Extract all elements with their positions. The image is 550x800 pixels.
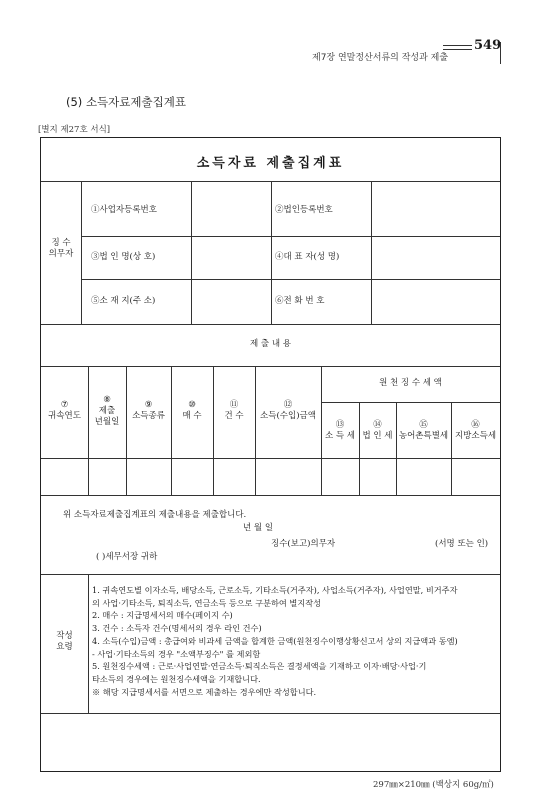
submission-section-label: 제 출 내 용 xyxy=(250,339,291,349)
col-income-tax: ⑬ 소 득 세 xyxy=(324,420,356,442)
rule-withholder-label xyxy=(81,181,82,324)
phone-field[interactable] xyxy=(372,280,499,323)
col-withholding-tax-group: 원 천 징 수 세 액 xyxy=(379,378,442,388)
declaration-date: 년 월 일 xyxy=(243,523,274,533)
corp-name-label: ③법 인 명(상 호) xyxy=(91,252,156,262)
representative-field[interactable] xyxy=(372,237,499,278)
address-field[interactable] xyxy=(192,280,270,323)
representative-label: ④대 표 자(성 명) xyxy=(275,252,340,262)
business-reg-no-field[interactable] xyxy=(192,182,270,235)
form-title: 소득자료 제출집계표 xyxy=(196,156,345,171)
col-local-income-tax: ⑯ 지방소득세 xyxy=(454,420,497,442)
instruction-line: 3. 건수 : 소득자 건수(명세서의 경우 라인 건수) xyxy=(92,623,262,634)
instruction-line: - 사업·기타소득의 경우 "소액부징수" 를 제외함 xyxy=(92,648,261,659)
rule-submission-label xyxy=(41,366,500,367)
instruction-line: 2. 매수 : 지급명세서의 매수(페이지 수) xyxy=(92,610,233,621)
corp-reg-no-field[interactable] xyxy=(372,182,499,235)
col-corporate-tax: ⑭ 법 인 세 xyxy=(362,420,393,442)
page-number: 549 xyxy=(474,38,502,53)
instruction-line: 4. 소득(수입)금액 : 총급여와 비과세 금액을 합계한 금액(원천징수이행상황신고서 상의 지급액과 동엠) xyxy=(92,635,458,646)
rule-table-col xyxy=(396,402,397,495)
instruction-line: 1. 귀속연도별 이자소득, 배당소득, 근로소득, 기타소득(거주자), 사업소득(거주자), 사업연말, 비거주자 xyxy=(92,585,458,595)
corp-name-field[interactable] xyxy=(192,237,270,278)
col-attribution-year: ⑦ 귀속연도 xyxy=(48,400,81,422)
instruction-line: ※ 해당 지급명세서를 서면으로 제출하는 경우에만 작성합니다. xyxy=(92,686,317,697)
rule-table-col xyxy=(359,402,360,495)
col-income-amount: ⑫ 소득(수입)금액 xyxy=(260,400,316,422)
rule-data-row xyxy=(41,495,500,496)
rule-table-col xyxy=(213,366,214,495)
rule-instructions xyxy=(41,713,500,714)
signature-label: (서명 또는 인) xyxy=(435,539,489,549)
corp-reg-no-label: ②법인등록번호 xyxy=(275,205,333,215)
col-case-count: ⑪ 건 수 xyxy=(224,400,244,422)
submission-summary-form xyxy=(40,137,501,772)
rule-declaration xyxy=(41,574,500,575)
withholder-label: 징 수 의무자 xyxy=(48,238,74,260)
paper-size-note: 297㎜×210㎜ (백상지 60g/㎡) xyxy=(373,780,494,790)
rule-table-col xyxy=(88,366,89,495)
rule-table-col xyxy=(171,366,172,495)
rule-table-col xyxy=(255,366,256,495)
section-title: (5) 소득자료제출집계표 xyxy=(66,95,186,109)
col-submission-date: ⑧ 제출 년월일 xyxy=(94,395,120,428)
instruction-line: 5. 원천징수세액 : 근로·사업연말·연금소득·퇴직소득은 결정세액을 기재하고 이자·배당·사업·기 xyxy=(92,661,427,672)
col-sheet-count: ⑩ 매 수 xyxy=(182,400,202,422)
declaration-submitter: 징수(보고)의무자 xyxy=(271,539,336,549)
instruction-line: 타소득의 경우에는 원천징수세액을 기재합니다. xyxy=(92,673,261,684)
rule-field-col xyxy=(271,181,272,324)
running-header: 제7장 연말정산서류의 작성과 제출 xyxy=(312,53,449,63)
form-label: [별지 제27호 서식] xyxy=(38,125,111,135)
addressee: ( )세무서장 귀하 xyxy=(96,552,158,562)
col-rural-special-tax: ⑮ 농어촌특별세 xyxy=(398,420,449,442)
address-label: ⑤소 재 지(주 소) xyxy=(91,296,156,306)
col-income-type: ⑨ 소득종류 xyxy=(132,400,165,422)
rule-table-col xyxy=(451,402,452,495)
business-reg-no-label: ①사업자등록번호 xyxy=(91,205,157,215)
phone-label: ⑥전 화 번 호 xyxy=(275,296,325,306)
rule-table-col xyxy=(126,366,127,495)
page-number-bar xyxy=(500,42,501,64)
instructions-label: 작성 요령 xyxy=(56,631,73,653)
instruction-line: 의 사업·기타소득, 퇴직소득, 연금소득 등으로 구분하여 별지작성 xyxy=(92,597,322,608)
rule-withholding-group xyxy=(321,402,500,403)
instructions-list xyxy=(92,584,496,698)
rule-withholder-bottom xyxy=(41,324,500,325)
rule-column-header xyxy=(41,458,500,459)
rule-instructions-label xyxy=(88,574,89,713)
declaration-statement: 위 소득자료제출집계표의 제출내용을 제출합니다. xyxy=(63,510,247,520)
